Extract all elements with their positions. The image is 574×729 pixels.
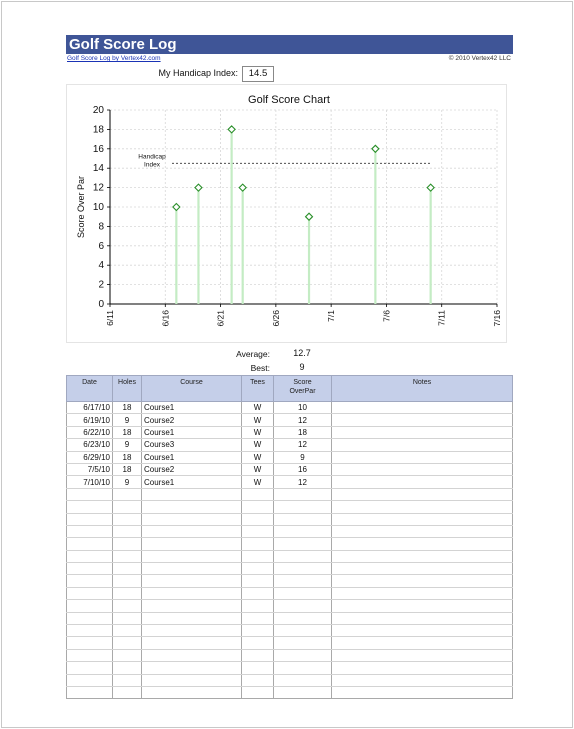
score-cell[interactable] [274,501,332,513]
x-tick-label: 6/11 [105,310,115,326]
course-cell[interactable]: Course1 [142,402,242,414]
score-cell[interactable] [274,550,332,562]
date-cell[interactable] [67,625,113,637]
table-row [67,637,513,649]
holes-cell[interactable] [113,662,142,674]
score-cell[interactable] [274,625,332,637]
course-cell[interactable] [142,625,242,637]
notes-header: Notes [332,376,513,402]
notes-cell[interactable] [332,637,513,649]
notes-cell[interactable] [332,439,513,451]
score-header-line1: Score [293,379,312,386]
score-cell[interactable]: 9 [274,451,332,463]
y-tick-label: 16 [92,143,104,155]
table-row [67,625,513,637]
score-cell[interactable]: 10 [274,402,332,414]
holes-cell[interactable]: 18 [113,451,142,463]
date-cell[interactable] [67,563,113,575]
holes-cell[interactable]: 9 [113,414,142,426]
handicap-value-cell[interactable]: 14.5 [242,66,274,82]
table-row [67,587,513,599]
y-tick-label: 10 [92,202,104,213]
date-cell[interactable] [67,501,113,513]
score-cell[interactable] [274,587,332,599]
table-row [67,402,513,414]
course-cell[interactable] [142,525,242,537]
tees-cell[interactable]: W [242,426,274,438]
date-cell[interactable] [67,686,113,698]
y-axis-label: Score Over Par [76,175,86,239]
course-cell[interactable] [142,600,242,612]
course-cell[interactable] [142,550,242,562]
score-header-line2: OverPar [289,388,316,395]
score-marker [173,204,180,211]
tees-cell[interactable]: W [242,414,274,426]
holes-cell[interactable] [113,637,142,649]
notes-cell[interactable] [332,402,513,414]
date-cell[interactable] [67,612,113,624]
date-cell[interactable] [67,575,113,587]
notes-cell[interactable] [332,426,513,438]
date-header: Date [67,376,113,402]
tees-cell[interactable] [242,538,274,550]
table-row [67,476,513,488]
course-cell[interactable] [142,513,242,525]
course-cell[interactable] [142,538,242,550]
table-row [67,451,513,463]
notes-cell[interactable] [332,686,513,698]
course-cell[interactable]: Course2 [142,463,242,475]
table-row [67,488,513,500]
score-marker [228,126,235,133]
y-tick-label: 14 [92,163,104,175]
date-cell[interactable]: 6/19/10 [67,414,113,426]
course-cell[interactable] [142,587,242,599]
tees-cell[interactable] [242,674,274,686]
tees-cell[interactable] [242,488,274,500]
date-cell[interactable] [67,662,113,674]
date-cell[interactable] [67,513,113,525]
average-value: 12.7 [293,348,311,358]
x-tick-label: 7/6 [381,310,392,322]
tees-cell[interactable] [242,686,274,698]
score-marker [195,184,202,191]
table-row [67,686,513,698]
table-row [67,414,513,426]
table-row [67,600,513,612]
tees-cell[interactable] [242,587,274,599]
handicap-label: My Handicap Index: [158,68,238,78]
score-cell[interactable] [274,538,332,550]
course-cell[interactable] [142,501,242,513]
notes-cell[interactable] [332,451,513,463]
holes-cell[interactable]: 9 [113,476,142,488]
holes-cell[interactable] [113,501,142,513]
tees-cell[interactable] [242,637,274,649]
table-row [67,550,513,562]
x-tick-label: 7/11 [436,310,447,326]
course-cell[interactable]: Course1 [142,451,242,463]
date-cell[interactable]: 7/5/10 [67,463,113,475]
date-cell[interactable]: 6/17/10 [67,402,113,414]
date-cell[interactable] [67,649,113,661]
notes-cell[interactable] [332,625,513,637]
x-tick-label: 7/1 [326,310,337,322]
score-cell[interactable] [274,488,332,500]
score-marker [372,145,379,152]
table-row [67,463,513,475]
table-row [67,426,513,438]
score-cell[interactable] [274,575,332,587]
score-cell[interactable] [274,612,332,624]
tees-cell[interactable]: W [242,463,274,475]
best-value: 9 [299,362,305,372]
holes-cell[interactable]: 9 [113,439,142,451]
course-cell[interactable]: Course1 [142,476,242,488]
tees-cell[interactable]: W [242,402,274,414]
date-cell[interactable] [67,550,113,562]
y-tick-label: 8 [98,221,104,233]
notes-cell[interactable] [332,612,513,624]
tees-cell[interactable] [242,513,274,525]
date-cell[interactable] [67,525,113,537]
holes-cell[interactable] [113,674,142,686]
holes-cell[interactable] [113,563,142,575]
notes-cell[interactable] [332,538,513,550]
holes-cell[interactable] [113,525,142,537]
score-cell[interactable] [274,513,332,525]
date-cell[interactable]: 7/10/10 [67,476,113,488]
x-tick-label: 6/26 [270,310,281,327]
tees-cell[interactable] [242,501,274,513]
holes-cell[interactable] [113,649,142,661]
x-tick-label: 6/16 [160,310,171,327]
course-cell[interactable]: Course2 [142,414,242,426]
score-cell[interactable] [274,525,332,537]
tees-cell[interactable] [242,662,274,674]
tees-cell[interactable] [242,625,274,637]
table-row [67,501,513,513]
notes-cell[interactable] [332,600,513,612]
holes-cell[interactable] [113,575,142,587]
holes-cell[interactable] [113,587,142,599]
date-cell[interactable] [67,674,113,686]
table-header-row [67,376,513,402]
date-cell[interactable] [67,538,113,550]
holes-cell[interactable] [113,612,142,624]
table-row [67,575,513,587]
table-row [67,538,513,550]
vertex42-link[interactable]: Golf Score Log by Vertex42.com [67,55,161,62]
course-cell[interactable] [142,686,242,698]
tees-cell[interactable] [242,649,274,661]
notes-cell[interactable] [332,674,513,686]
date-cell[interactable] [67,587,113,599]
score-cell[interactable] [274,649,332,661]
table-row [67,662,513,674]
handicap-label-line1: Handicap [138,153,166,161]
score-cell[interactable] [274,662,332,674]
date-cell[interactable]: 6/23/10 [67,439,113,451]
holes-cell[interactable] [113,625,142,637]
page-title: Golf Score Log [69,36,177,53]
course-cell[interactable] [142,563,242,575]
y-tick-label: 6 [98,240,104,252]
chart-title: Golf Score Chart [248,94,330,106]
y-tick-label: 2 [98,279,104,291]
y-tick-label: 20 [92,105,104,116]
copyright-text: © 2010 Vertex42 LLC [448,55,511,62]
table-row [67,525,513,537]
table-row [67,612,513,624]
score-marker [427,184,434,191]
y-tick-label: 0 [98,299,104,310]
tees-cell[interactable] [242,612,274,624]
course-cell[interactable] [142,674,242,686]
tees-cell[interactable] [242,525,274,537]
course-header: Course [142,376,242,402]
holes-cell[interactable] [113,488,142,500]
notes-cell[interactable] [332,513,513,525]
score-cell[interactable]: 18 [274,426,332,438]
holes-cell[interactable]: 18 [113,426,142,438]
score-cell[interactable] [274,637,332,649]
x-tick-label: 7/16 [492,310,502,327]
notes-cell[interactable] [332,550,513,562]
score-cell[interactable]: 12 [274,476,332,488]
tees-cell[interactable]: W [242,451,274,463]
holes-cell[interactable] [113,550,142,562]
course-cell[interactable]: Course3 [142,439,242,451]
table-row [67,513,513,525]
score-cell[interactable] [274,563,332,575]
score-cell[interactable] [274,600,332,612]
handicap-label-line2: Index [144,161,160,169]
course-cell[interactable] [142,637,242,649]
table-row [67,649,513,661]
course-cell[interactable] [142,612,242,624]
holes-cell[interactable] [113,600,142,612]
score-cell[interactable] [274,674,332,686]
y-tick-label: 4 [98,260,104,272]
best-label: Best: [250,363,270,373]
notes-cell[interactable] [332,587,513,599]
course-cell[interactable]: Course1 [142,426,242,438]
course-cell[interactable] [142,575,242,587]
table-row [67,674,513,686]
average-label: Average: [236,349,270,359]
score-marker [239,184,246,191]
score-cell[interactable] [274,686,332,698]
table-row [67,563,513,575]
holes-cell[interactable] [113,538,142,550]
date-cell[interactable] [67,600,113,612]
notes-cell[interactable] [332,563,513,575]
notes-cell[interactable] [332,649,513,661]
table-row [67,439,513,451]
golf-score-chart [0,0,574,345]
notes-cell[interactable] [332,414,513,426]
notes-cell[interactable] [332,525,513,537]
notes-cell[interactable] [332,463,513,475]
holes-cell[interactable] [113,513,142,525]
notes-cell[interactable] [332,662,513,674]
notes-cell[interactable] [332,488,513,500]
score-marker [306,213,313,220]
tees-cell[interactable] [242,600,274,612]
holes-cell[interactable] [113,686,142,698]
tees-cell[interactable]: W [242,439,274,451]
score-over-par-header [274,376,332,402]
notes-cell[interactable] [332,501,513,513]
notes-cell[interactable] [332,476,513,488]
tees-cell[interactable] [242,550,274,562]
x-tick-label: 6/21 [215,310,226,327]
score-log-table [66,375,513,699]
tees-cell[interactable] [242,575,274,587]
course-cell[interactable] [142,488,242,500]
date-cell[interactable] [67,637,113,649]
course-cell[interactable] [142,649,242,661]
score-cell[interactable]: 12 [274,439,332,451]
score-cell[interactable]: 12 [274,414,332,426]
date-cell[interactable]: 6/22/10 [67,426,113,438]
notes-cell[interactable] [332,575,513,587]
table-body [67,402,513,699]
y-tick-label: 18 [92,124,104,136]
holes-cell[interactable]: 18 [113,463,142,475]
y-tick-label: 12 [92,182,104,194]
date-cell[interactable]: 6/29/10 [67,451,113,463]
score-cell[interactable]: 16 [274,463,332,475]
tees-cell[interactable] [242,563,274,575]
holes-header: Holes [113,376,142,402]
tees-header: Tees [242,376,274,402]
date-cell[interactable] [67,488,113,500]
holes-cell[interactable]: 18 [113,402,142,414]
tees-cell[interactable]: W [242,476,274,488]
course-cell[interactable] [142,662,242,674]
